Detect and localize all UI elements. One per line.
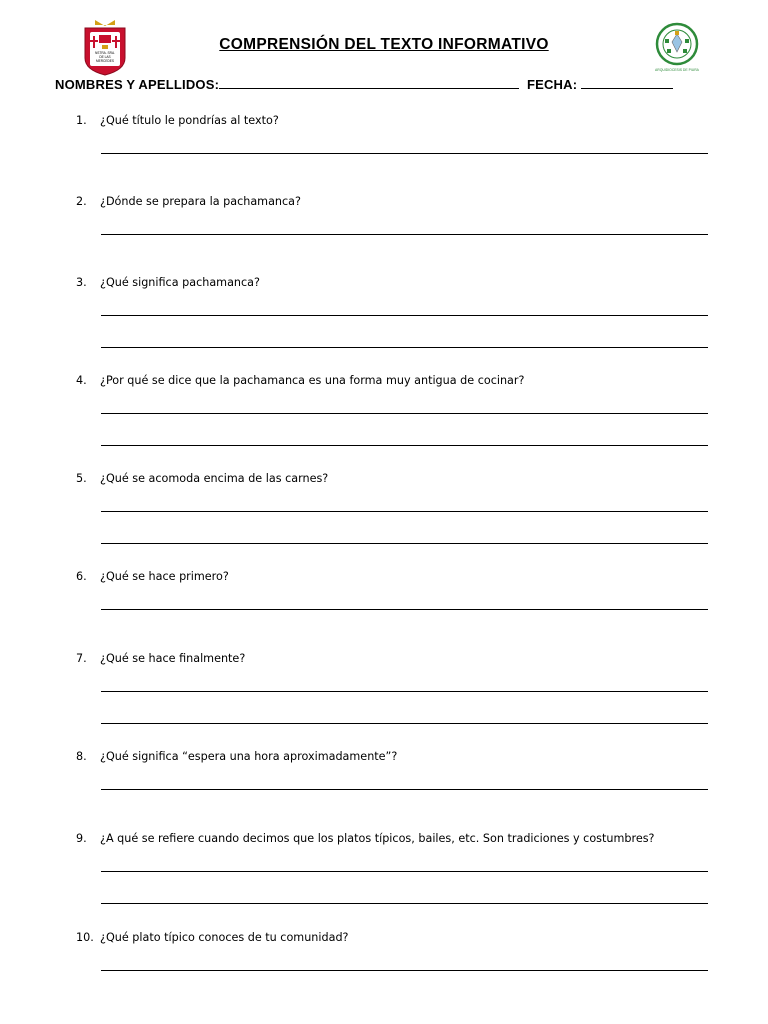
question-number: 10.	[76, 931, 94, 944]
svg-text:ARQUIDIOCESIS DE PIURA: ARQUIDIOCESIS DE PIURA	[655, 68, 699, 72]
question-text: ¿Qué se hace primero?	[100, 570, 229, 583]
question-number: 5.	[76, 472, 87, 485]
name-field[interactable]	[219, 77, 519, 89]
question-number: 7.	[76, 652, 87, 665]
question-text: ¿Por qué se dice que la pachamanca es una forma muy antigua de cocinar?	[100, 374, 525, 387]
answer-line[interactable]	[101, 234, 708, 235]
answer-line[interactable]	[101, 511, 708, 512]
question-6	[76, 570, 229, 583]
answer-line[interactable]	[101, 903, 708, 904]
date-field[interactable]	[581, 77, 673, 89]
answer-line[interactable]	[101, 789, 708, 790]
question-number: 6.	[76, 570, 87, 583]
svg-text:MERCEDES: MERCEDES	[95, 59, 115, 63]
question-number: 3.	[76, 276, 87, 289]
answer-line[interactable]	[101, 543, 708, 544]
question-10	[76, 931, 349, 944]
question-2	[76, 195, 301, 208]
question-text: ¿Qué se acomoda encima de las carnes?	[100, 472, 329, 485]
question-5	[76, 472, 328, 485]
question-text: ¿A qué se refiere cuando decimos que los platos típicos, bailes, etc. Son tradiciones y costumbres?	[100, 832, 655, 845]
question-text: ¿Dónde se prepara la pachamanca?	[100, 195, 301, 208]
answer-line[interactable]	[101, 153, 708, 154]
question-text: ¿Qué significa “espera una hora aproximadamente”?	[100, 750, 398, 763]
svg-text:NSTRA. SRA.: NSTRA. SRA.	[94, 51, 116, 55]
name-label: NOMBRES Y APELLIDOS:	[55, 77, 220, 92]
answer-line[interactable]	[101, 315, 708, 316]
question-text: ¿Qué plato típico conoces de tu comunidad?	[100, 931, 349, 944]
question-text: ¿Qué significa pachamanca?	[100, 276, 260, 289]
question-number: 9.	[76, 832, 87, 845]
answer-line[interactable]	[101, 609, 708, 610]
question-text: ¿Qué se hace finalmente?	[100, 652, 246, 665]
answer-line[interactable]	[101, 871, 708, 872]
student-info-row	[55, 77, 673, 92]
answer-line[interactable]	[101, 723, 708, 724]
question-text: ¿Qué título le pondrías al texto?	[100, 114, 279, 127]
page-title: COMPRENSIÓN DEL TEXTO INFORMATIVO	[219, 36, 549, 53]
question-1	[76, 114, 279, 127]
question-9	[76, 832, 654, 845]
answer-line[interactable]	[101, 445, 708, 446]
answer-line[interactable]	[101, 347, 708, 348]
question-7	[76, 652, 245, 665]
answer-line[interactable]	[101, 413, 708, 414]
question-number: 1.	[76, 114, 87, 127]
question-number: 8.	[76, 750, 87, 763]
question-8	[76, 750, 397, 763]
answer-line[interactable]	[101, 691, 708, 692]
answer-line[interactable]	[101, 970, 708, 971]
question-3	[76, 276, 260, 289]
question-number: 4.	[76, 374, 87, 387]
date-label: FECHA:	[526, 77, 578, 92]
question-4	[76, 374, 524, 387]
question-number: 2.	[76, 195, 87, 208]
svg-text:DE LAS: DE LAS	[99, 55, 111, 59]
